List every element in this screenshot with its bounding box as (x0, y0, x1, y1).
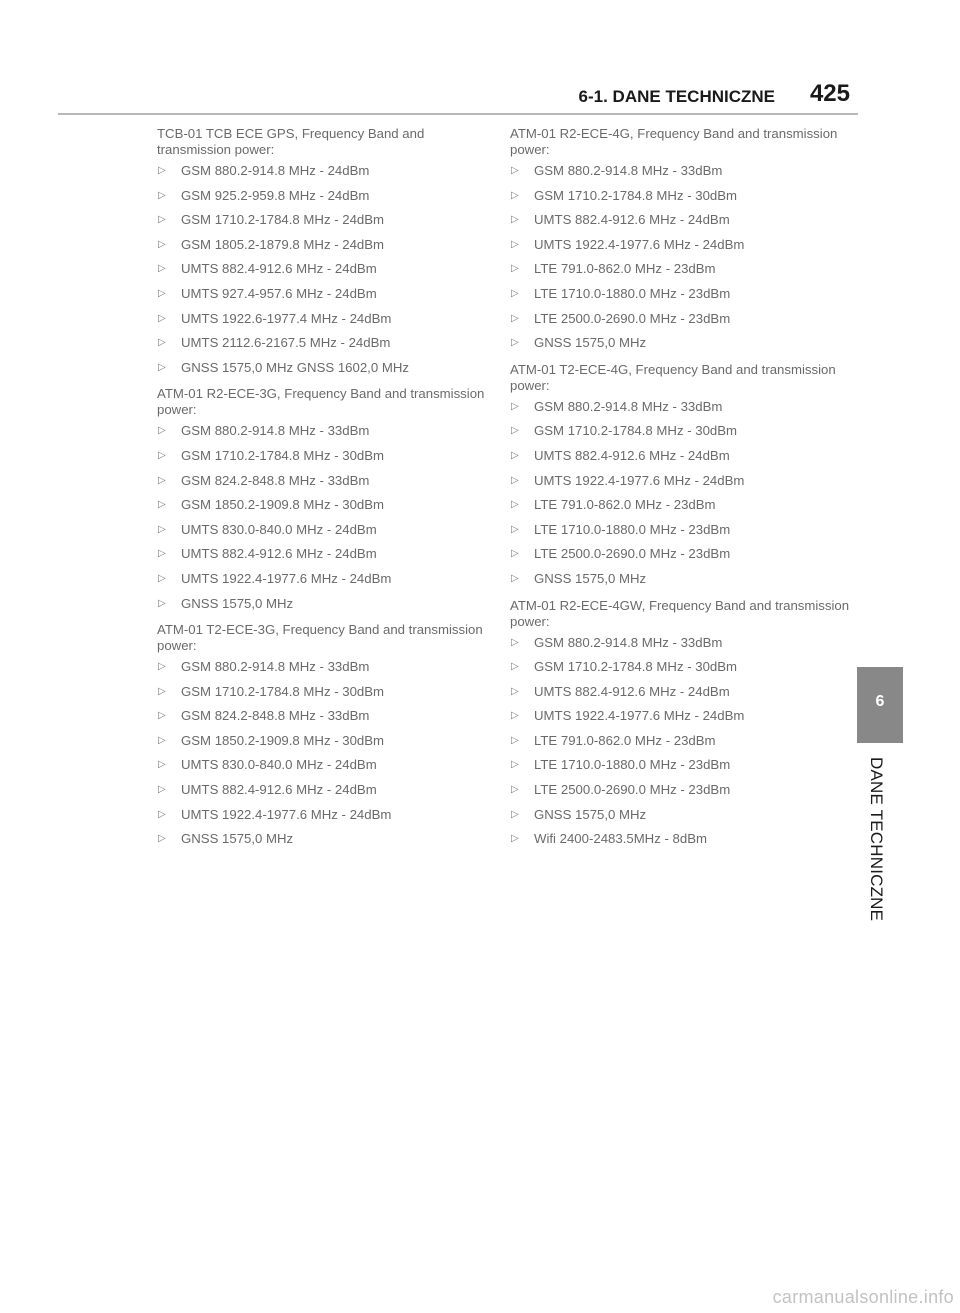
spec-group-title: ATM-01 T2-ECE-4G, Frequency Band and transmission power: (510, 361, 836, 393)
spec-item-text: GSM 824.2-848.8 MHz - 33dBm (181, 472, 370, 488)
spec-item (157, 311, 497, 336)
spec-item-text: GSM 1850.2-1909.8 MHz - 30dBm (181, 497, 385, 513)
bullet-triangle-icon: ▷ (158, 523, 166, 535)
spec-item-text: UMTS 882.4-912.6 MHz - 24dBm (181, 782, 377, 798)
spec-item (510, 311, 850, 336)
spec-item (510, 448, 850, 473)
spec-item (157, 212, 497, 237)
spec-item (157, 261, 497, 286)
bullet-triangle-icon: ▷ (511, 238, 519, 250)
bullet-triangle-icon: ▷ (511, 287, 519, 299)
bullet-triangle-icon: ▷ (511, 734, 519, 746)
bullet-triangle-icon: ▷ (158, 661, 166, 673)
bullet-triangle-icon: ▷ (511, 548, 519, 560)
spec-item (157, 522, 497, 547)
spec-item (157, 286, 497, 311)
spec-item (510, 659, 850, 684)
spec-item (157, 448, 497, 473)
bullet-triangle-icon: ▷ (511, 474, 519, 486)
bullet-triangle-icon: ▷ (511, 572, 519, 584)
bullet-triangle-icon: ▷ (511, 710, 519, 722)
spec-item (510, 733, 850, 758)
spec-group (510, 598, 850, 856)
bullet-triangle-icon: ▷ (511, 449, 519, 461)
page-number: 425 (809, 80, 850, 107)
spec-item-text: GSM 880.2-914.8 MHz - 33dBm (181, 659, 370, 675)
spec-item-text: GSM 1805.2-1879.8 MHz - 24dBm (181, 236, 385, 252)
spec-item (510, 335, 850, 360)
section-title: 6-1. DANE TECHNICZNE (578, 87, 775, 106)
spec-item-text: UMTS 1922.4-1977.6 MHz - 24dBm (534, 708, 745, 724)
spec-item-text: GSM 925.2-959.8 MHz - 24dBm (181, 187, 370, 203)
bullet-triangle-icon: ▷ (158, 425, 166, 437)
spec-group-title: ATM-01 R2-ECE-4G, Frequency Band and transmission power: (510, 126, 838, 157)
spec-item (157, 831, 497, 856)
spec-group-title: TCB-01 TCB ECE GPS, Frequency Band and transmission power: (157, 126, 425, 157)
bullet-triangle-icon: ▷ (158, 189, 166, 201)
spec-item-text: UMTS 882.4-912.6 MHz - 24dBm (181, 261, 377, 277)
spec-item (510, 831, 850, 856)
spec-item-text: GNSS 1575,0 MHz (534, 335, 647, 351)
bullet-triangle-icon: ▷ (158, 572, 166, 584)
bullet-triangle-icon: ▷ (511, 685, 519, 697)
spec-item-text: UMTS 830.0-840.0 MHz - 24dBm (181, 757, 377, 773)
spec-item-text: LTE 1710.0-1880.0 MHz - 23dBm (534, 757, 731, 773)
spec-item-text: UMTS 1922.4-1977.6 MHz - 24dBm (181, 806, 392, 822)
spec-group (157, 386, 497, 620)
spec-group-title: ATM-01 R2-ECE-4GW, Frequency Band and transmission power: (510, 597, 850, 629)
spec-item-text: GSM 880.2-914.8 MHz - 33dBm (181, 423, 370, 439)
bullet-triangle-icon: ▷ (158, 734, 166, 746)
spec-item (157, 708, 497, 733)
spec-item-text: GSM 824.2-848.8 MHz - 33dBm (181, 708, 370, 724)
spec-item-text: GSM 1710.2-1784.8 MHz - 24dBm (181, 212, 385, 228)
bullet-triangle-icon: ▷ (511, 636, 519, 648)
spec-item (510, 163, 850, 188)
spec-item-text: LTE 2500.0-2690.0 MHz - 23dBm (534, 782, 731, 798)
spec-item (510, 286, 850, 311)
spec-item-text: UMTS 882.4-912.6 MHz - 24dBm (534, 683, 730, 699)
spec-item-text: UMTS 1922.4-1977.6 MHz - 24dBm (534, 236, 745, 252)
watermark: carmanualsonline.info (772, 1287, 954, 1307)
spec-item-text: UMTS 1922.6-1977.4 MHz - 24dBm (181, 310, 392, 326)
spec-item-text: GNSS 1575,0 MHz (534, 570, 647, 586)
bullet-triangle-icon: ▷ (511, 165, 519, 176)
bullet-triangle-icon: ▷ (158, 312, 166, 324)
spec-item (510, 399, 850, 424)
spec-item (510, 237, 850, 262)
spec-item (157, 733, 497, 758)
chapter-label: DANE TECHNICZNE (867, 757, 886, 922)
spec-item-text: UMTS 1922.4-1977.6 MHz - 24dBm (534, 472, 745, 488)
spec-group (510, 362, 850, 596)
bullet-triangle-icon: ▷ (511, 337, 519, 349)
spec-item (157, 360, 497, 385)
spec-item-text: GSM 1850.2-1909.8 MHz - 30dBm (181, 732, 385, 748)
spec-item (157, 497, 497, 522)
bullet-triangle-icon: ▷ (158, 784, 166, 796)
spec-item (157, 473, 497, 498)
spec-group (157, 126, 497, 384)
spec-item-text: GSM 1710.2-1784.8 MHz - 30dBm (181, 683, 385, 699)
bullet-triangle-icon: ▷ (158, 499, 166, 511)
spec-item-text: GNSS 1575,0 MHz (181, 595, 294, 611)
bullet-triangle-icon: ▷ (511, 214, 519, 226)
bullet-triangle-icon: ▷ (511, 499, 519, 511)
bullet-triangle-icon: ▷ (158, 165, 166, 176)
spec-item-text: LTE 791.0-862.0 MHz - 23dBm (534, 732, 716, 748)
spec-item-text: LTE 2500.0-2690.0 MHz - 23dBm (534, 310, 731, 326)
bullet-triangle-icon: ▷ (511, 833, 519, 845)
spec-item-text: Wifi 2400-2483.5MHz - 8dBm (534, 831, 707, 847)
spec-item (510, 261, 850, 286)
spec-item-text: LTE 791.0-862.0 MHz - 23dBm (534, 261, 716, 277)
spec-item (157, 335, 497, 360)
bullet-triangle-icon: ▷ (511, 808, 519, 820)
bullet-triangle-icon: ▷ (158, 214, 166, 226)
spec-item-text: GNSS 1575,0 MHz (534, 806, 647, 822)
spec-item-text: UMTS 830.0-840.0 MHz - 24dBm (181, 521, 377, 537)
chapter-tab[interactable] (857, 667, 903, 743)
bullet-triangle-icon: ▷ (511, 263, 519, 275)
bullet-triangle-icon: ▷ (158, 833, 166, 845)
bullet-triangle-icon: ▷ (158, 685, 166, 697)
bullet-triangle-icon: ▷ (158, 238, 166, 250)
spec-item (510, 188, 850, 213)
page-header (0, 80, 860, 110)
spec-item-text: UMTS 882.4-912.6 MHz - 24dBm (534, 212, 730, 228)
bullet-triangle-icon: ▷ (158, 361, 166, 373)
spec-item (157, 423, 497, 448)
spec-item-text: GSM 1710.2-1784.8 MHz - 30dBm (181, 447, 385, 463)
spec-item (510, 522, 850, 547)
bullet-triangle-icon: ▷ (158, 337, 166, 349)
spec-item-text: LTE 1710.0-1880.0 MHz - 23dBm (534, 285, 731, 301)
bullet-triangle-icon: ▷ (511, 523, 519, 535)
spec-item-text: UMTS 882.4-912.6 MHz - 24dBm (534, 447, 730, 463)
spec-item (510, 807, 850, 832)
spec-item (157, 188, 497, 213)
spec-item (157, 659, 497, 684)
chapter-number: 6 (875, 693, 885, 710)
spec-item-text: GNSS 1575,0 MHz (181, 831, 294, 847)
bullet-triangle-icon: ▷ (158, 808, 166, 820)
spec-item-text: UMTS 1922.4-1977.6 MHz - 24dBm (181, 570, 392, 586)
spec-item (157, 757, 497, 782)
spec-item-text: UMTS 2112.6-2167.5 MHz - 24dBm (181, 335, 391, 351)
spec-item (510, 212, 850, 237)
spec-item (510, 473, 850, 498)
bullet-triangle-icon: ▷ (158, 710, 166, 722)
bullet-triangle-icon: ▷ (511, 189, 519, 201)
spec-item-text: GSM 880.2-914.8 MHz - 33dBm (534, 163, 723, 178)
spec-item-text: GSM 880.2-914.8 MHz - 33dBm (534, 634, 723, 650)
spec-group-title: ATM-01 T2-ECE-3G, Frequency Band and transmission power: (157, 622, 483, 654)
bullet-triangle-icon: ▷ (158, 287, 166, 299)
bullet-triangle-icon: ▷ (511, 425, 519, 437)
spec-group (510, 126, 850, 360)
spec-item (157, 807, 497, 832)
right-column (510, 126, 850, 856)
header-divider (58, 113, 858, 115)
spec-item (157, 237, 497, 262)
bullet-triangle-icon: ▷ (158, 548, 166, 560)
spec-item-text: GSM 1710.2-1784.8 MHz - 30dBm (534, 187, 738, 203)
bullet-triangle-icon: ▷ (158, 759, 166, 771)
spec-item-text: GSM 880.2-914.8 MHz - 24dBm (181, 163, 370, 178)
left-column (157, 126, 497, 856)
bullet-triangle-icon: ▷ (511, 312, 519, 324)
spec-item-text: GSM 1710.2-1784.8 MHz - 30dBm (534, 659, 738, 675)
spec-item (510, 757, 850, 782)
bullet-triangle-icon: ▷ (511, 661, 519, 673)
spec-group-title: ATM-01 R2-ECE-3G, Frequency Band and transmission power: (157, 386, 485, 418)
spec-item (157, 782, 497, 807)
spec-group (157, 622, 497, 856)
bullet-triangle-icon: ▷ (158, 449, 166, 461)
spec-item (157, 546, 497, 571)
bullet-triangle-icon: ▷ (511, 759, 519, 771)
spec-item (510, 708, 850, 733)
bullet-triangle-icon: ▷ (158, 597, 166, 609)
spec-item-text: UMTS 882.4-912.6 MHz - 24dBm (181, 546, 377, 562)
spec-item (510, 423, 850, 448)
spec-item (157, 163, 497, 188)
spec-item-text: LTE 791.0-862.0 MHz - 23dBm (534, 497, 716, 513)
bullet-triangle-icon: ▷ (511, 784, 519, 796)
spec-item-text: GSM 880.2-914.8 MHz - 33dBm (534, 398, 723, 414)
spec-item (510, 571, 850, 596)
bullet-triangle-icon: ▷ (158, 263, 166, 275)
spec-item-text: LTE 1710.0-1880.0 MHz - 23dBm (534, 521, 731, 537)
spec-item (510, 684, 850, 709)
spec-item (510, 546, 850, 571)
bullet-triangle-icon: ▷ (158, 474, 166, 486)
spec-item (157, 571, 497, 596)
spec-item-text: GNSS 1575,0 MHz GNSS 1602,0 MHz (181, 359, 409, 375)
spec-item (157, 684, 497, 709)
bullet-triangle-icon: ▷ (511, 400, 519, 412)
spec-item (510, 497, 850, 522)
spec-item-text: LTE 2500.0-2690.0 MHz - 23dBm (534, 546, 731, 562)
spec-item (157, 596, 497, 621)
spec-item (510, 782, 850, 807)
spec-item (510, 635, 850, 660)
spec-item-text: GSM 1710.2-1784.8 MHz - 30dBm (534, 423, 738, 439)
spec-item-text: UMTS 927.4-957.6 MHz - 24dBm (181, 285, 377, 301)
